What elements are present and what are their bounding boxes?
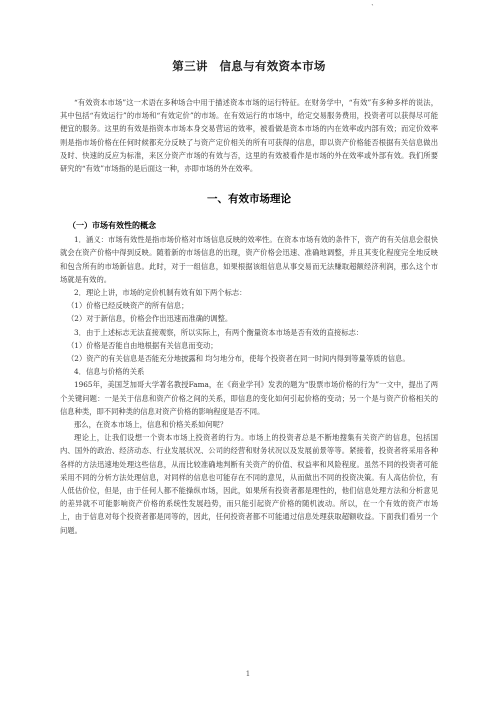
paragraph-investor-behavior: 理论上，让我们设想一个资本市场上投资者的行为。市场上的投资者总是不断地搜集有关资产的信息，包括国内、国外的政治、经济动态、行业发展状况、公司的经营和财务状况以及发展前景等等。紧接着，投资者将采用各种各样的方法迅速地处理这些信息，从而比较准确地判断有关资产的价值、权益率和风险程度。虽然不同的投资者可能采用不同的分析方法处理信息，对同样的信息也可能存在不同的意见，从而做出不同的投资决策。有人高估价位，有人低估价位，但是，由于任何人都不能操纵市场，因此，如果所有投资者都是理性的，他们信息处理方法和分析意见的差异就不可能影响资产价格的系统性发展趋势，而只能引起资产价格的随机波动。所以，在一个有效的资产市场上，由于信息对每个投资者都是同等的，因此，任何投资者都不可能通过信息处理获取超额收益。下面我们看另一个问题。 [60,433,438,535]
list-item: （2）对于新信息，价格会作出迅速而准确的调整。 [67,314,233,324]
page-title: 第三讲 信息与有效资本市场 [172,59,326,73]
header-mark: ` [371,4,375,12]
paragraph-theory: 2．理论上讲，市场的定价机制有效有如下两个标志： [74,288,247,298]
page-number: 1 [245,670,251,678]
document-body [60,58,438,537]
paragraph-definition: 1．涵义：市场有效性是指市场价格对市场信息反映的效率性。在资本市场有效的条件下，资产的有关信息会很快就会在资产价格中得到反映。随着新的市场信息的出现，资产价格会迅速、准确地调整，并且其变化程度完全地反映和包含所有的市场新信息。此时，对于一组信息，如果根据该组信息从事交易而无法赚取超额经济利润，那么这个市场就是有效的。 [60,235,438,284]
paragraph-indicators: 3．由于上述标志无法直接观察，所以实际上，有两个衡量资本市场是否有效的直接标志： [74,327,364,337]
section-heading: 一、有效市场理论 [207,193,291,206]
intro-paragraph: “有效资本市场”这一术语在多种场合中用于描述资本市场的运行特征。在财务学中，“有效”有多种多样的说法，其中包括“有效运行”的市场和“有效定价”的市场。在有效运行的市场中，给定交易服务费用，投资者可以获得尽可能便宜的服务。这里的有效是指资本市场本身交易营运的效率，被看做是资本市场的内在效率或内部有效；而定价效率则是指市场价格在任何时候都充分反映了与资产定价相关的所有可获得的信息，即以资产价格能否根据有关信息做出及时、快速的反应为标准，来区分资产市场的有效与否，这里的有效被看作是市场的外在效率或外部有效。我们所要研究的“有效”市场指的是后面这一种，亦即市场的外在效率。 [60,98,438,174]
paragraph-fama: 1965年，美国芝加哥大学著名教授Fama，在《商业学刊》发表的题为“股票市场价格的行为”一文中，提出了两个关键问题：一是关于信息和资产价格之间的关系，即信息的变化如何引起价格的变动；另一个是与资产价格相关的信息种类，即不同种类的信息对资产价格的影响程度是否不同。 [60,380,438,416]
paragraph-question: 那么，在资本市场上，信息和价格关系如何呢？ [74,420,228,430]
list-item: （1）价格是否能自由地根据有关信息而变动； [67,340,218,350]
list-item: （2）资产的有关信息是否能充分地披露和 均匀地分布，使每个投资者在同一时间内得到等量等质的信息。 [67,354,410,364]
list-item: （1）价格已经反映资产的所有信息； [67,301,189,311]
paragraph-info-price: 4．信息与价格的关系 [74,367,145,377]
subsection-heading: （一）市场有效性的概念 [68,220,156,231]
